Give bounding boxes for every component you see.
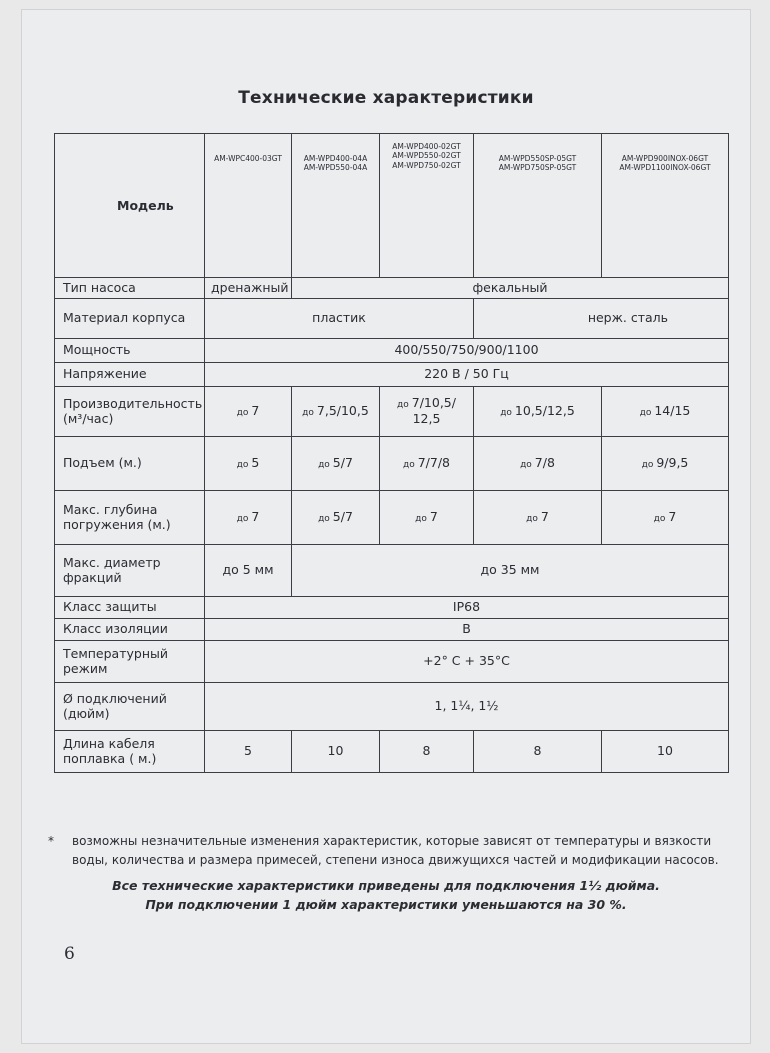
cell-value: фекальный xyxy=(292,278,729,299)
table-row xyxy=(55,298,729,338)
row-label: Подъем (м.) xyxy=(55,436,205,490)
row-label: Температурный режим xyxy=(55,640,205,682)
cell-value: до 7/10,5/ 12,5 xyxy=(380,386,474,436)
table-row xyxy=(55,436,729,490)
table-row xyxy=(55,490,729,544)
cell-value: нерж. сталь xyxy=(474,298,729,338)
table-row xyxy=(55,278,729,299)
row-label: Напряжение xyxy=(55,362,205,386)
cell-value: дренажный xyxy=(205,278,292,299)
table-row xyxy=(55,730,729,772)
manual-page xyxy=(22,10,750,1043)
model-cell: AM-WPC400-03GT xyxy=(205,134,292,278)
cell-value: 10 xyxy=(292,730,380,772)
footnote-text: возможны незначительные изменения характеристик, которые зависят от температуры и вязкости воды, количества и размера примесей, степени износа движущихся частей и модификации насосов. xyxy=(72,834,719,867)
table-row xyxy=(55,544,729,596)
row-label: Мощность xyxy=(55,338,205,362)
row-label: Тип насоса xyxy=(55,278,205,299)
cell-value: 5 xyxy=(205,730,292,772)
table-row xyxy=(55,682,729,730)
row-label: Класс защиты xyxy=(55,596,205,618)
row-label: Макс. глубина погружения (м.) xyxy=(55,490,205,544)
cell-value: до 9/9,5 xyxy=(602,436,729,490)
table-row xyxy=(55,386,729,436)
cell-value: до 10,5/12,5 xyxy=(474,386,602,436)
cell-value: 8 xyxy=(474,730,602,772)
row-label: Макс. диаметр фракций xyxy=(55,544,205,596)
cell-value: до 7 xyxy=(474,490,602,544)
page-number: 6 xyxy=(64,944,75,964)
cell-value: до 7 xyxy=(380,490,474,544)
cell-value: 1, 1¼, 1½ xyxy=(205,682,729,730)
row-label: Ø подключений (дюйм) xyxy=(55,682,205,730)
table-row xyxy=(55,618,729,640)
model-cell: AM-WPD400-04A AM-WPD550-04A xyxy=(292,134,380,278)
note-line: При подключении 1 дюйм характеристики уменьшаются на 30 %. xyxy=(145,897,627,913)
row-label: Класс изоляции xyxy=(55,618,205,640)
cell-value: до 5 xyxy=(205,436,292,490)
table-row xyxy=(55,596,729,618)
cell-value: до 35 мм xyxy=(292,544,729,596)
model-cell: AM-WPD900INOX-06GT AM-WPD1100INOX-06GT xyxy=(602,134,729,278)
model-cell: AM-WPD550SP-05GT AM-WPD750SP-05GT xyxy=(474,134,602,278)
cell-value: пластик xyxy=(205,298,474,338)
cell-value: до 5/7 xyxy=(292,436,380,490)
row-label: Длина кабеля поплавка ( м.) xyxy=(55,730,205,772)
cell-value: до 7/7/8 xyxy=(380,436,474,490)
table-row xyxy=(55,134,729,278)
page-title: Технические характеристики xyxy=(238,88,534,108)
row-label: Материал корпуса xyxy=(55,298,205,338)
cell-value: 220 В / 50 Гц xyxy=(205,362,729,386)
cell-value: до 7/8 xyxy=(474,436,602,490)
footnote xyxy=(48,832,738,869)
cell-value: 10 xyxy=(602,730,729,772)
connection-note xyxy=(22,876,750,915)
footnote-star: * xyxy=(48,834,54,848)
cell-value: до 7,5/10,5 xyxy=(292,386,380,436)
note-line: Все технические характеристики приведены для подключения 1½ дюйма. xyxy=(112,878,660,893)
spec-table xyxy=(54,133,729,773)
cell-value: 8 xyxy=(380,730,474,772)
cell-value: В xyxy=(205,618,729,640)
cell-value: до 5/7 xyxy=(292,490,380,544)
table-row xyxy=(55,362,729,386)
cell-value: до 14/15 xyxy=(602,386,729,436)
cell-value: до 7 xyxy=(205,490,292,544)
cell-value: до 7 xyxy=(205,386,292,436)
cell-value: до 5 мм xyxy=(205,544,292,596)
model-cell: AM-WPD400-02GT AM-WPD550-02GT AM-WPD750-02GT xyxy=(380,134,474,278)
cell-value: IP68 xyxy=(205,596,729,618)
table-row xyxy=(55,640,729,682)
row-label: Производительность (м³/час) xyxy=(55,386,205,436)
cell-value: до 7 xyxy=(602,490,729,544)
cell-value: 400/550/750/900/1100 xyxy=(205,338,729,362)
cell-value: +2° C + 35°C xyxy=(205,640,729,682)
model-label: Модель xyxy=(55,134,205,278)
table-row xyxy=(55,338,729,362)
